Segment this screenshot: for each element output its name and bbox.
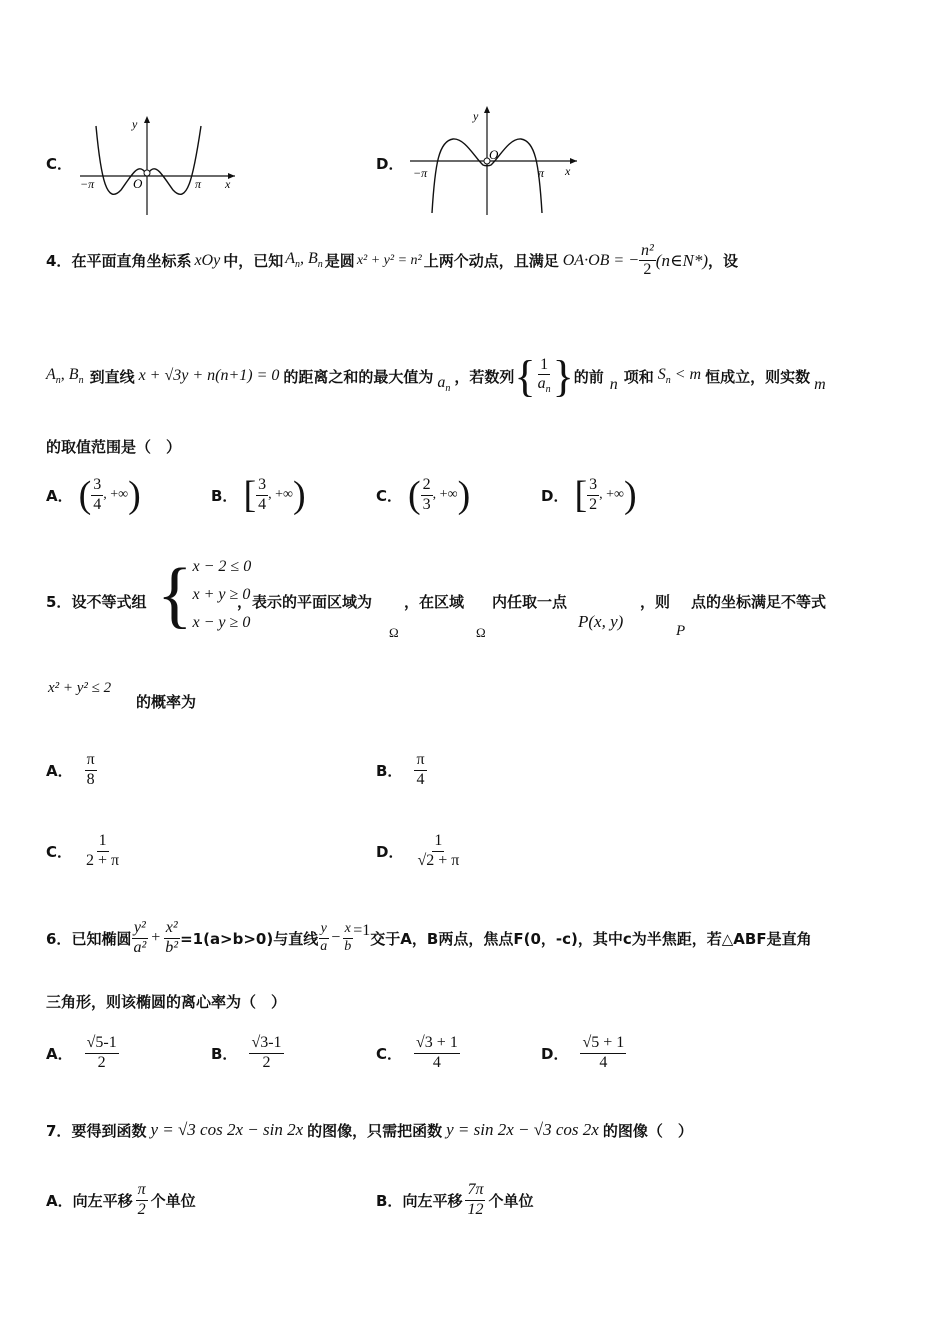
- q5-point: P(x, y): [578, 612, 624, 631]
- q4-text: 项和: [623, 367, 654, 386]
- graph-d-pi: π: [538, 166, 545, 180]
- option-frac: $\frac{\pi}{8}$: [86, 751, 95, 788]
- q6-option-d[interactable]: [541, 1026, 626, 1080]
- brace-left: {: [514, 351, 536, 401]
- q4-n: n: [609, 376, 618, 393]
- option-label: A．: [46, 1044, 73, 1063]
- q6-number: 6．: [46, 929, 72, 948]
- q4-xoy: xOy: [194, 251, 221, 269]
- graph-d-negpi: −π: [413, 166, 428, 180]
- q4-question-end: 的取值范围是（ ）: [46, 438, 182, 456]
- q4-seq-frac: $\frac{1}{a_n}$: [537, 355, 551, 396]
- q4-text: 恒成立，则实数: [705, 367, 811, 386]
- option-frac: $\frac{2}{3}$: [422, 476, 431, 513]
- q4-dot-product: OA·OB = −: [562, 251, 639, 269]
- q7-text: 的图像（ ）: [602, 1121, 693, 1140]
- q6-line1: [46, 903, 812, 973]
- bracket-open: (: [78, 474, 92, 516]
- graph-c-negpi: −π: [80, 177, 95, 191]
- option-label: D．: [541, 1044, 569, 1063]
- y-axis-arrow: [484, 106, 490, 113]
- q4-anbn-2: $A_n$, $B_n$: [46, 365, 84, 387]
- q4-circle-eq: x² + y² = n²: [356, 252, 422, 268]
- x-axis-arrow: [570, 158, 577, 164]
- q4-text: 在平面直角坐标系: [71, 252, 192, 270]
- option-label: D．: [376, 842, 404, 861]
- option-frac: $\frac{√5 + 1}{4}$: [582, 1034, 625, 1071]
- curve-c: [96, 126, 201, 194]
- q5-text: 内任取一点: [492, 593, 568, 611]
- option-post: 个单位: [488, 1191, 534, 1210]
- q5-omega-2: Ω: [476, 625, 486, 640]
- q6-line-frac-1: $\frac{y}{a}$: [320, 921, 328, 954]
- option-frac: $\frac{√3-1}{2}$: [251, 1034, 282, 1071]
- option-label: A．: [46, 486, 73, 505]
- bracket-close: ): [624, 474, 637, 516]
- q4-frac: $\frac{\text{n²}}{2}$: [641, 241, 654, 278]
- q4-m: m: [814, 376, 826, 393]
- q4-line2: [46, 346, 826, 406]
- graph-c: [75, 110, 245, 220]
- option-pre: 向左平移: [402, 1191, 463, 1210]
- q5-number: 5．设不等式组: [46, 593, 147, 611]
- y-axis-arrow: [144, 116, 150, 123]
- option-label: B．: [376, 1191, 403, 1210]
- q4-option-d[interactable]: [541, 470, 637, 520]
- q5-P: P: [676, 623, 686, 639]
- q4-number: 4．: [46, 252, 72, 270]
- option-label: A．: [46, 1191, 73, 1210]
- ineq-2: x + y ≥ 0: [192, 586, 251, 603]
- q4-text: ，设: [708, 252, 739, 270]
- option-label: C．: [376, 486, 403, 505]
- origin-dot: [144, 170, 150, 176]
- q6-text: 交于A，B两点，焦点F(0，-c)，其中c为半焦距，若△ABF是直角: [370, 929, 812, 948]
- option-frac: $\frac{\pi}{2}$: [137, 1181, 146, 1218]
- q7-text: 要得到函数: [71, 1121, 147, 1140]
- option-label: C．: [376, 1044, 403, 1063]
- q7-option-a[interactable]: [46, 1172, 196, 1228]
- q6-option-b[interactable]: [211, 1026, 284, 1080]
- q5-text: 点的坐标满足不等式: [691, 593, 827, 611]
- option-label: B．: [211, 1044, 238, 1063]
- option-frac: $\frac{7\pi}{12}$: [467, 1181, 484, 1218]
- option-d-label: D．: [376, 155, 404, 173]
- q4-line1: [46, 233, 738, 288]
- option-frac: $\frac{1}{√2 + \pi}$: [417, 832, 460, 869]
- q5-text: ，表示的平面区域为: [237, 593, 373, 611]
- option-tail: , +∞: [432, 487, 458, 502]
- q4-text: 到直线: [89, 367, 135, 386]
- option-frac: $\frac{1}{2 + \pi}$: [86, 832, 120, 869]
- q7-func-2: y = sin 2x − √3 cos 2x: [446, 1120, 599, 1139]
- q7-option-b[interactable]: [376, 1172, 533, 1228]
- q7-number: 7．: [46, 1121, 72, 1140]
- graph-d-origin: O: [489, 147, 499, 162]
- bracket-open: [: [574, 474, 588, 516]
- q6-line-frac-2: $\frac{x}{b}$: [344, 921, 352, 954]
- q5-option-c[interactable]: [46, 823, 121, 879]
- option-pre: 向左平移: [72, 1191, 133, 1210]
- q4-cond: (n∈N*): [655, 250, 709, 270]
- q5-option-d[interactable]: [376, 823, 461, 879]
- q6-option-a[interactable]: [46, 1026, 119, 1080]
- q4-text: 是圆: [324, 252, 355, 270]
- option-frac: $\frac{3}{2}$: [589, 476, 598, 513]
- option-c-label: C．: [46, 155, 73, 173]
- q5-omega-1: Ω: [389, 625, 399, 640]
- q6-cond: =1(a>b>0)与直线: [180, 929, 319, 948]
- graph-d: [405, 103, 585, 218]
- option-label: C．: [46, 842, 73, 861]
- option-post: 个单位: [150, 1191, 196, 1210]
- q6-text: 已知椭圆: [71, 929, 132, 948]
- option-frac: $\frac{3}{4}$: [93, 476, 102, 513]
- option-frac: $\frac{3}{4}$: [258, 476, 267, 513]
- q4-option-a[interactable]: [46, 470, 141, 520]
- q7-text: 的图像，只需把函数: [307, 1121, 443, 1140]
- q4-anbn: $A_n$, $B_n$: [285, 250, 323, 271]
- q4-line-eq: x + √3y + n(n+1) = 0: [138, 367, 280, 384]
- q5-ineq: x² + y² ≤ 2: [48, 680, 112, 696]
- q5-option-b[interactable]: [376, 742, 427, 798]
- plus-sign: +: [151, 929, 161, 946]
- option-frac: $\frac{√3 + 1}{4}$: [416, 1034, 458, 1071]
- bracket-close: ): [128, 474, 141, 516]
- q7-line1: [46, 1108, 693, 1152]
- option-tail: , +∞: [103, 487, 129, 502]
- minus-sign: −: [331, 929, 341, 946]
- option-label: B．: [376, 761, 403, 780]
- graph-c-xlabel: x: [225, 177, 231, 191]
- q4-text: ，若数列: [454, 367, 515, 386]
- q4-text: 中，已知: [223, 252, 284, 270]
- system-brace: {: [157, 554, 193, 636]
- q4-text: 的前: [573, 367, 604, 386]
- bracket-close: ): [292, 474, 306, 516]
- bracket-open: [: [243, 474, 257, 516]
- option-label: D．: [541, 486, 569, 505]
- option-tail: , +∞: [599, 487, 624, 502]
- ineq-3: x − y ≥ 0: [192, 614, 251, 631]
- q4-option-c[interactable]: [376, 470, 470, 520]
- q6-ellipse-frac-2: $\frac{\text{x²}}{\text{b²}}$: [165, 919, 179, 956]
- q5-option-a[interactable]: [46, 742, 97, 798]
- q6-question-end: 三角形，则该椭圆的离心率为（ ）: [46, 993, 287, 1011]
- graph-c-ylabel: y: [132, 117, 138, 131]
- q5-text: ，在区域: [404, 593, 465, 611]
- option-label: A．: [46, 761, 73, 780]
- q4-text: 的距离之和的最大值为: [283, 367, 434, 386]
- graph-d-ylabel: y: [473, 109, 479, 123]
- eq-one: =1: [353, 922, 371, 939]
- option-label: B．: [211, 486, 238, 505]
- q6-ellipse-frac-1: $\frac{\text{y²}}{\text{a²}}$: [133, 919, 147, 956]
- q4-an: $a_n$: [437, 373, 451, 395]
- brace-right: }: [552, 351, 574, 401]
- q4-sn: $S_n < m$: [657, 365, 702, 387]
- graph-d-xlabel: x: [565, 164, 571, 178]
- option-frac: $\frac{√5-1}{2}$: [86, 1034, 117, 1071]
- q5-text: ，则: [640, 593, 671, 611]
- q7-func-1: y = √3 cos 2x − sin 2x: [150, 1120, 304, 1139]
- q6-option-c[interactable]: [376, 1026, 460, 1080]
- option-tail: , +∞: [268, 487, 293, 502]
- ineq-1: x − 2 ≤ 0: [192, 558, 252, 575]
- bracket-close: ): [457, 474, 471, 516]
- graph-c-origin: O: [133, 176, 143, 191]
- q4-text: 上两个动点，且满足: [423, 252, 559, 270]
- bracket-open: (: [408, 474, 421, 516]
- option-frac: $\frac{\pi}{4}$: [416, 751, 425, 788]
- q5-text: 的概率为: [136, 693, 197, 711]
- q4-option-b[interactable]: [211, 470, 306, 520]
- graph-c-pi: π: [195, 177, 202, 191]
